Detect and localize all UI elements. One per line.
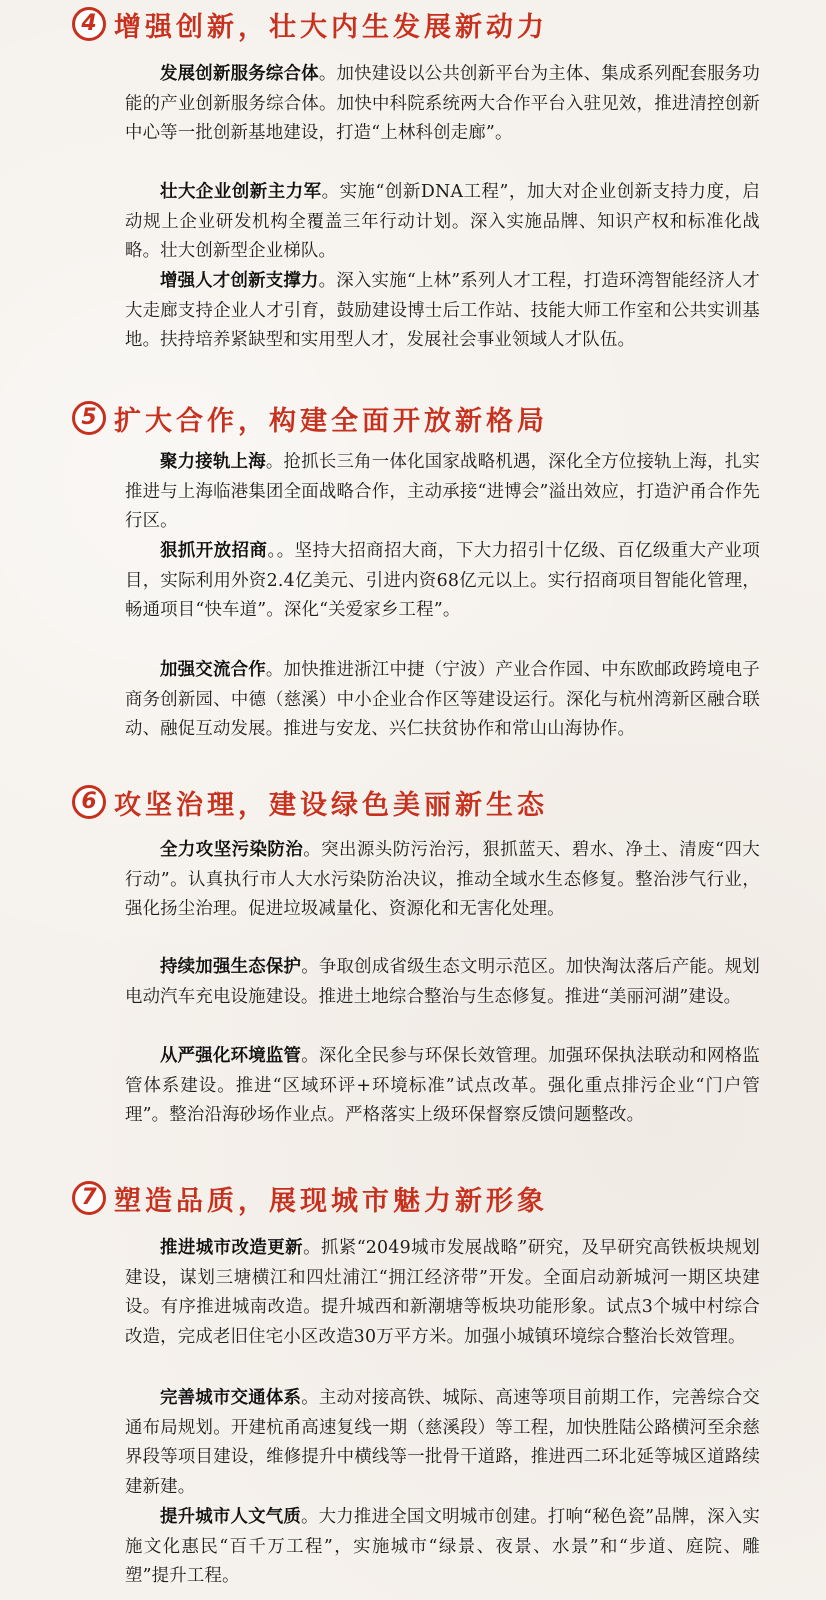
section-title: 攻坚治理，建设绿色美丽新生态 [114,789,548,821]
section-header [72,396,548,440]
paragraph-text: 。大力推进全国文明城市创建。打响“秘色瓷”品牌，深入实施文化惠民“百千万工程”，实施城市“绿景、夜景、水景”和“步道、庭院、雕塑”提升工程。 [125,1507,761,1587]
paragraph-lead: 全力攻坚污染防治 [160,840,304,860]
section-header [72,1176,548,1220]
section-header [72,2,548,46]
section-number-badge: 6 [72,785,106,819]
paragraph-text: 。深入实施“上林”系列人才工程，打造环湾智能经济人才大走廊支持企业人才引育，鼓励建设博士后工作站、技能大师工作室和公共实训基地。扶持培养紧缺型和实用型人才，发展社会事业领域人才队伍。 [125,271,760,351]
paragraph-text: 。抓紧“2049城市发展战略”研究，及早研究高铁板块规划建设，谋划三塘横江和四灶浦江“拥江经济带”开发。全面启动新城河一期区块建设。有序推进城南改造。提升城西和新潮塘等板块功能形象。试点3个城中村综合改造，完成老旧住宅小区改造30万平方米。加强小城镇环境综合整治长效管理。 [125,1238,760,1347]
paragraph-text: 。争取创成省级生态文明示范区。加快淘汰落后产能。规划电动汽车充电设施建设。推进土地综合整治与生态修复。推进“美丽河湖”建设。 [125,957,761,1007]
section-header [72,780,548,824]
paragraph-text: 。加快建设以公共创新平台为主体、集成系列配套服务功能的产业创新服务综合体。加快中科院系统两大合作平台入驻见效，推进清控创新中心等一批创新基地建设，打造“上林科创走廊”。 [125,64,760,144]
paragraph-text: 。抢抓长三角一体化国家战略机遇，深化全方位接轨上海，扎实推进与上海临港集团全面战略合作，主动承接“进博会”溢出效应，打造沪甬合作先行区。 [125,452,761,532]
section-title: 增强创新，壮大内生发展新动力 [114,11,548,43]
paragraph-lead: 聚力接轨上海 [160,452,266,472]
paragraph [125,178,760,267]
section-title: 塑造品质，展现城市魅力新形象 [114,1185,548,1217]
paragraph [125,1042,760,1131]
paragraph-lead: 增强人才创新支撑力 [160,271,319,291]
paragraph-lead: 加强交流合作 [160,660,266,680]
paragraph [125,1503,760,1592]
paragraph-text: 。加快推进浙江中捷（宁波）产业合作园、中东欧邮政跨境电子商务创新园、中德（慈溪）中小企业合作区等建设运行。深化与杭州湾新区融合联动、融促互动发展。推进与安龙、兴仁扶贫协作和常山山海协作。 [125,660,761,740]
paragraph-lead: 完善城市交通体系 [160,1388,302,1408]
paragraph [125,836,760,925]
paragraph-text: 。。坚持大招商招大商，下大力招引十亿级、百亿级重大产业项目，实际利用外资2.4亿美元、引进内资68亿元以上。实行招商项目智能化管理，畅通项目“快车道”。深化“关爱家乡工程”。 [125,541,761,621]
paragraph-lead: 提升城市人文气质 [160,1507,302,1527]
paragraph-text: 。实施“创新DNA工程”，加大对企业创新支持力度，启动规上企业研发机构全覆盖三年行动计划。深入实施品牌、知识产权和标准化战略。壮大创新型企业梯队。 [125,182,761,262]
paragraph-lead: 推进城市改造更新 [160,1238,304,1258]
paragraph [125,1234,760,1352]
paragraph-text: 。突出源头防污治污，狠抓蓝天、碧水、净土、清废“四大行动”。认真执行市人大水污染防治决议，推动全域水生态修复。整治涉气行业，强化扬尘治理。促进垃圾减量化、资源化和无害化处理。 [125,840,760,920]
paragraph [125,448,760,537]
section-number-badge: 4 [72,7,106,41]
paragraph [125,537,760,626]
paragraph-text: 。深化全民参与环保长效管理。加强环保执法联动和网格监管体系建设。推进“区域环评+环境标准”试点改革。强化重点排污企业“门户管理”。整治沿海砂场作业点。严格落实上级环保督察反馈问题整改。 [125,1046,761,1126]
paragraph [125,953,760,1012]
section-number-badge: 7 [72,1181,106,1215]
paragraph [125,656,760,745]
paragraph-lead: 狠抓开放招商 [160,541,268,561]
paragraph-lead: 壮大企业创新主力军 [160,182,322,202]
paragraph [125,1384,760,1502]
paragraph-lead: 从严强化环境监管 [160,1046,302,1066]
paragraph-text: 。主动对接高铁、城际、高速等项目前期工作，完善综合交通布局规划。开建杭甬高速复线一期（慈溪段）等工程，加快胜陆公路横河至余慈界段等项目建设，维修提升中横线等一批骨干道路，推进西二环北延等城区道路续建新建。 [125,1388,761,1497]
paragraph-lead: 持续加强生态保护 [160,957,302,977]
section-title: 扩大合作，构建全面开放新格局 [114,405,548,437]
paragraph [125,267,760,356]
paragraph [125,60,760,149]
section-number-badge: 5 [72,401,106,435]
paragraph-lead: 发展创新服务综合体 [160,64,319,84]
